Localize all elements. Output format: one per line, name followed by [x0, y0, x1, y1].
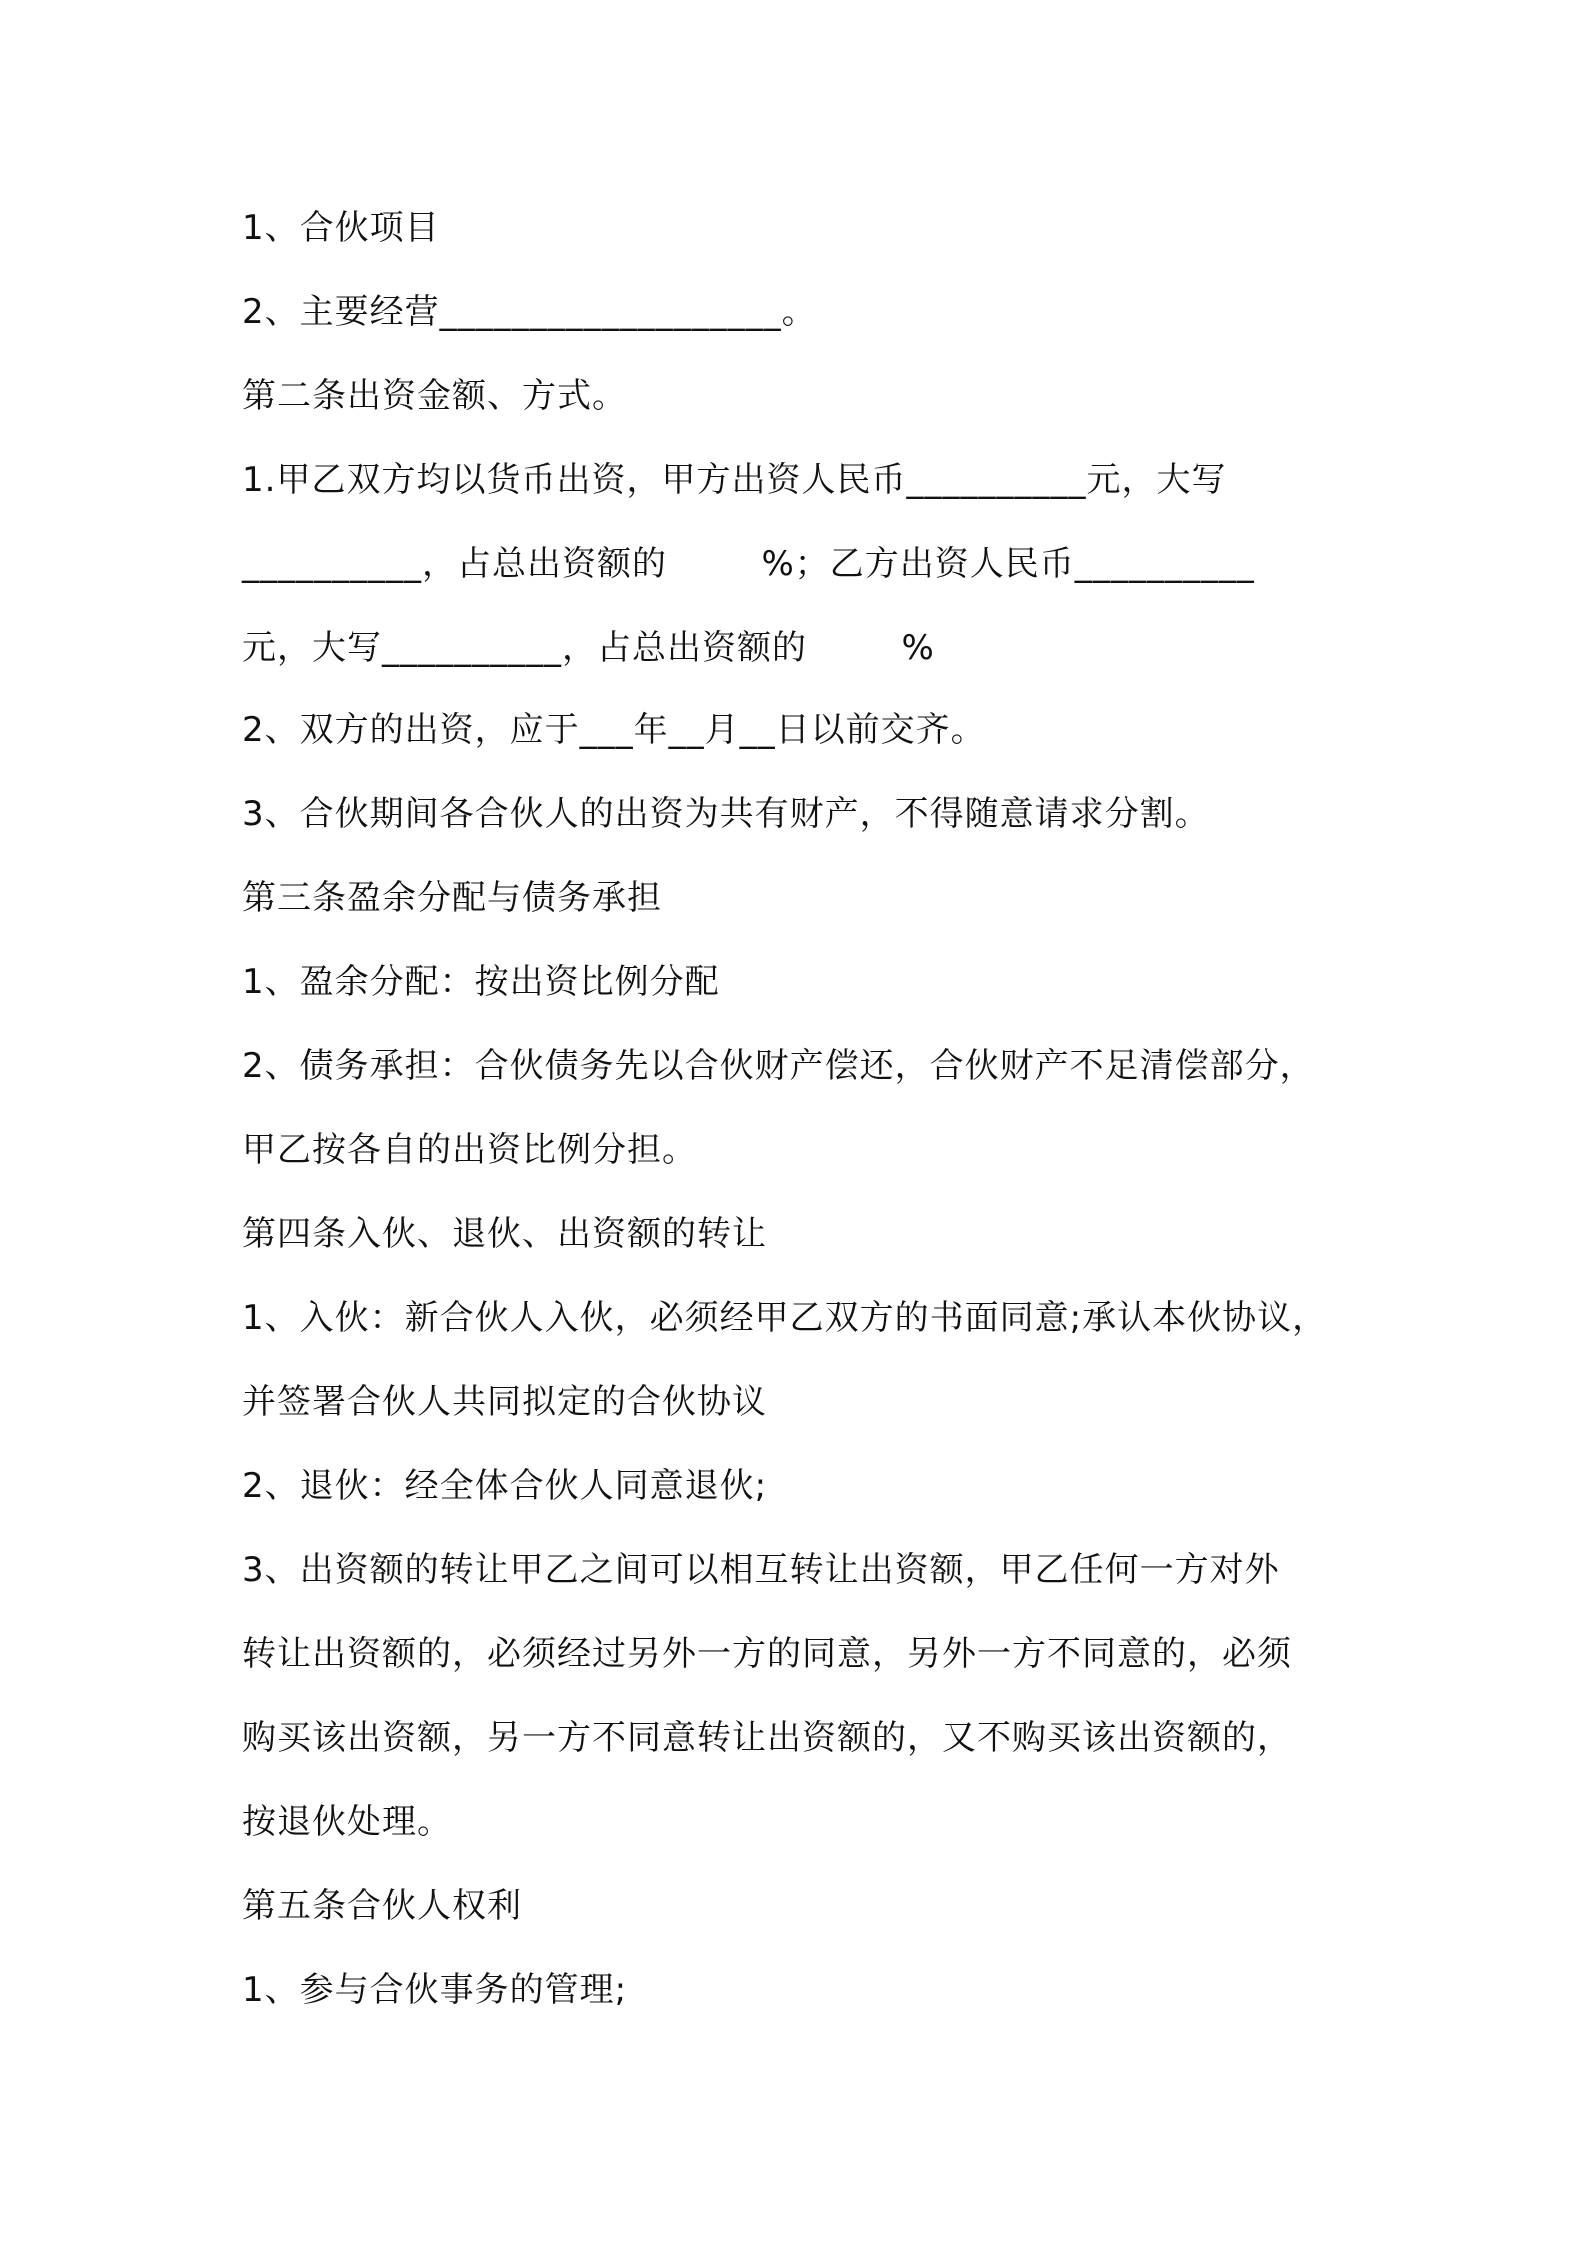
clause-line: 元，大写__________，占总出资额的 % — [242, 628, 935, 668]
clause-line: 并签署合伙人共同拟定的合伙协议 — [242, 1382, 767, 1422]
section-heading: 第二条出资金额、方式。 — [242, 376, 627, 416]
clause-line: 1、盈余分配：按出资比例分配 — [242, 962, 720, 1002]
clause-line: 购买该出资额，另一方不同意转让出资额的，又不购买该出资额的， — [242, 1718, 1292, 1758]
clause-line: 1、合伙项目 — [242, 208, 440, 248]
clause-line: 甲乙按各自的出资比例分担。 — [242, 1130, 697, 1170]
clause-line: 3、出资额的转让甲乙之间可以相互转让出资额，甲乙任何一方对外 — [242, 1550, 1280, 1590]
clause-line: 3、合伙期间各合伙人的出资为共有财产，不得随意请求分割。 — [242, 794, 1210, 834]
clause-line: 2、主要经营___________________。 — [242, 292, 817, 332]
section-heading: 第五条合伙人权利 — [242, 1886, 522, 1926]
section-heading: 第三条盈余分配与债务承担 — [242, 878, 662, 918]
clause-line: __________，占总出资额的 %；乙方出资人民币__________ — [242, 544, 1255, 584]
clause-line: 转让出资额的，必须经过另外一方的同意，另外一方不同意的，必须 — [242, 1634, 1292, 1674]
clause-line: 1.甲乙双方均以货币出资，甲方出资人民币__________元，大写 — [242, 460, 1227, 500]
clause-line: 1、参与合伙事务的管理; — [242, 1970, 628, 2010]
section-heading: 第四条入伙、退伙、出资额的转让 — [242, 1214, 767, 1254]
clause-line: 按退伙处理。 — [242, 1802, 452, 1842]
clause-line: 2、退伙：经全体合伙人同意退伙; — [242, 1466, 768, 1506]
clause-line: 2、双方的出资，应于___年__月__日以前交齐。 — [242, 710, 986, 750]
clause-line: 2、债务承担：合伙债务先以合伙财产偿还，合伙财产不足清偿部分， — [242, 1046, 1315, 1086]
clause-line: 1、入伙：新合伙人入伙，必须经甲乙双方的书面同意;承认本伙协议， — [242, 1298, 1328, 1338]
